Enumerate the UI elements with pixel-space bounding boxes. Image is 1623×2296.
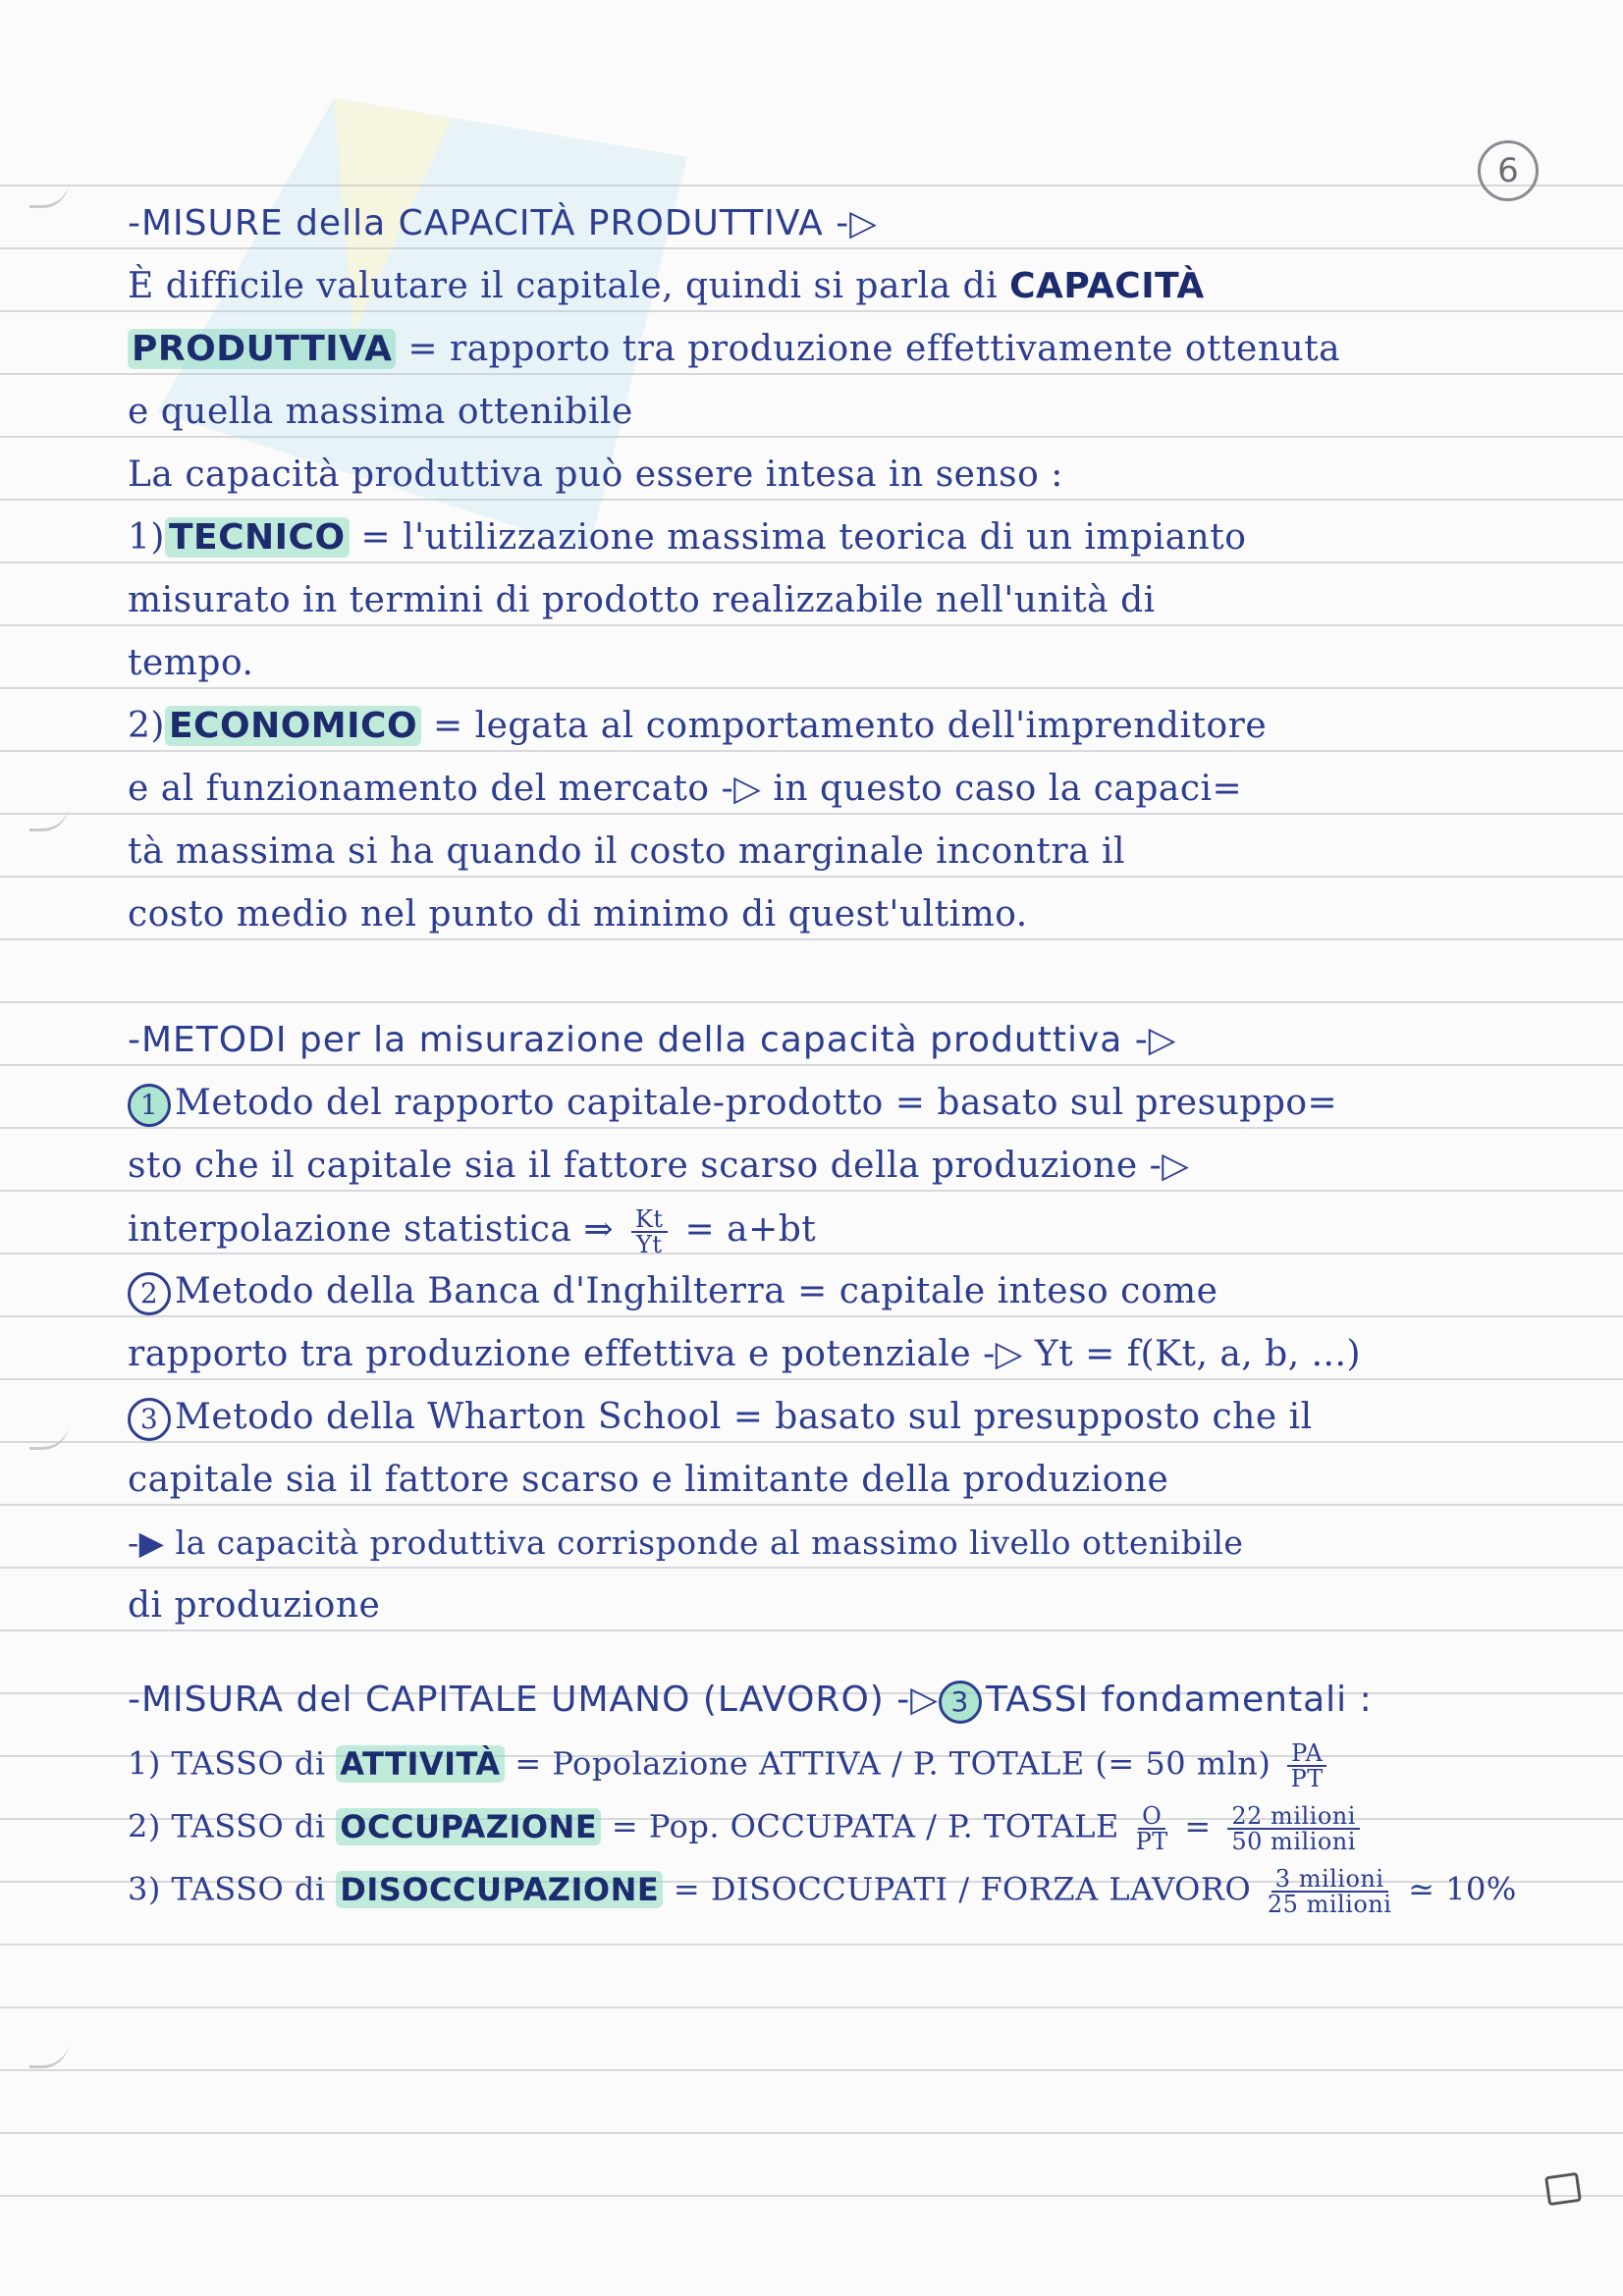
text-span: = rapporto tra produzione effettivamente ottenuta [407, 329, 1341, 369]
ruled-line [0, 499, 1623, 501]
text-span: = l'utilizzazione massima teorica di un impianto [360, 517, 1247, 558]
text-line: e al funzionamento del mercato -▷ in questo caso la capaci= [128, 769, 1243, 809]
text-span: 3) TASSO di [128, 1870, 326, 1908]
text-line: tempo. [128, 643, 254, 683]
fraction-numerator: 3 milioni [1271, 1867, 1388, 1893]
term-disoccupazione: DISOCCUPAZIONE [336, 1871, 663, 1908]
ruled-line [0, 373, 1623, 375]
section-title-methods: -METODI per la misurazione della capacità produttiva -▷ [128, 1020, 1177, 1060]
fraction [1227, 1804, 1360, 1853]
text-line: tà massima si ha quando il costo marginale incontra il [128, 831, 1126, 872]
ruled-line [0, 876, 1623, 878]
text-line [128, 1867, 1564, 1916]
text-line: rapporto tra produzione effettiva e potenziale -▷ Yt = f(Kt, a, b, ...) [128, 1334, 1361, 1374]
page-number: 6 [1478, 140, 1539, 201]
text-span: ≃ 10% [1408, 1870, 1517, 1908]
text-line: di produzione [128, 1585, 381, 1626]
text-line [128, 1207, 1564, 1256]
binder-notch [29, 1423, 69, 1450]
text-span: = DISOCCUPATI / FORZA LAVORO [673, 1870, 1252, 1908]
text-line [128, 1082, 1564, 1127]
binder-notch [29, 805, 69, 831]
ruled-line [0, 624, 1623, 626]
section-title-human-capital [128, 1679, 1564, 1724]
ruled-line [0, 938, 1623, 940]
text-span: = Popolazione ATTIVA / P. TOTALE (= 50 mln) [514, 1744, 1271, 1783]
fraction-denominator: PT [1135, 1828, 1168, 1855]
fraction-denominator: Yt [636, 1231, 663, 1258]
fraction [631, 1207, 668, 1256]
text-line: -▶ la capacità produttiva corrisponde al massimo livello ottenibile [128, 1523, 1244, 1562]
text-span: interpolazione statistica ⇒ [128, 1209, 615, 1250]
ruled-line [0, 1567, 1623, 1569]
term-economico: ECONOMICO [165, 706, 421, 746]
text-span: = Pop. OCCUPATA / P. TOTALE [611, 1807, 1119, 1845]
text-span: -MISURA del CAPITALE UMANO (LAVORO) -▷ [128, 1680, 939, 1720]
text-span: = a+bt [684, 1209, 817, 1250]
term-capacita: CAPACITÀ [1009, 266, 1205, 306]
ruled-line [0, 2006, 1623, 2008]
text-line [128, 265, 1564, 308]
binder-notch [29, 182, 69, 208]
text-span: = legata al comportamento dell'imprenditore [433, 706, 1268, 746]
ruled-line [0, 1441, 1623, 1443]
ruled-line [0, 185, 1623, 187]
text-span: Metodo del rapporto capitale-prodotto = basato sul presuppo= [175, 1083, 1338, 1123]
fraction-numerator: 22 milioni [1227, 1804, 1360, 1830]
text-line: sto che il capitale sia il fattore scarso della produzione -▷ [128, 1146, 1190, 1186]
text-span: Metodo della Banca d'Inghilterra = capitale inteso come [175, 1271, 1218, 1311]
ruled-line [0, 1504, 1623, 1506]
corner-square-icon [1544, 2172, 1582, 2206]
ruled-line [0, 1315, 1623, 1317]
section-title-capacity: -MISURE della CAPACITÀ PRODUTTIVA -▷ [128, 203, 878, 243]
equals-sign: = [1184, 1807, 1212, 1845]
list-number: 2) [128, 706, 165, 746]
fraction-numerator: O [1138, 1804, 1165, 1830]
watermark-shield-icon [39, 39, 727, 589]
text-line [128, 328, 1564, 371]
fraction-denominator: 25 milioni [1267, 1891, 1392, 1918]
term-occupazione: OCCUPAZIONE [336, 1808, 601, 1845]
circled-number: 1 [128, 1084, 171, 1127]
circled-number: 2 [128, 1272, 171, 1315]
fraction [1287, 1741, 1326, 1790]
ruled-line [0, 687, 1623, 689]
circled-number: 3 [939, 1681, 982, 1724]
ruled-line [0, 1944, 1623, 1946]
term-produttiva: PRODUTTIVA [128, 329, 396, 369]
ruled-line [0, 436, 1623, 438]
text-span: Metodo della Wharton School = basato sul presupposto che il [175, 1397, 1313, 1437]
fraction-denominator: PT [1290, 1765, 1324, 1792]
text-line [128, 516, 1564, 560]
binder-notch [29, 2042, 69, 2068]
ruled-line [0, 2069, 1623, 2071]
fraction [1268, 1867, 1392, 1916]
text-line [128, 1270, 1564, 1315]
text-line: misurato in termini di prodotto realizzabile nell'unità di [128, 580, 1156, 620]
ruled-line [0, 310, 1623, 312]
text-span: 1) TASSO di [128, 1744, 326, 1783]
text-line: capitale sia il fattore scarso e limitante della produzione [128, 1460, 1169, 1500]
text-line [128, 1396, 1564, 1441]
circled-number: 3 [128, 1398, 171, 1441]
ruled-line [0, 1378, 1623, 1380]
ruled-line [0, 750, 1623, 752]
text-line [128, 1741, 1564, 1790]
text-span: TASSI fondamentali : [985, 1680, 1373, 1720]
fraction-numerator: PA [1287, 1741, 1326, 1767]
list-number: 1) [128, 517, 165, 558]
text-line: La capacità produttiva può essere intesa in senso : [128, 454, 1063, 495]
fraction-numerator: Kt [631, 1207, 668, 1233]
text-line: costo medio nel punto di minimo di quest'ultimo. [128, 894, 1028, 934]
ruled-line [0, 1064, 1623, 1066]
fraction-denominator: 50 milioni [1231, 1828, 1356, 1855]
ruled-line [0, 2195, 1623, 2197]
term-attivita: ATTIVITÀ [336, 1745, 504, 1783]
text-line: e quella massima ottenibile [128, 392, 633, 432]
ruled-line [0, 247, 1623, 249]
ruled-line [0, 2132, 1623, 2134]
text-span: 2) TASSO di [128, 1807, 326, 1845]
ruled-line [0, 1190, 1623, 1192]
fraction [1136, 1804, 1168, 1853]
text-line [128, 705, 1564, 748]
ruled-line [0, 1629, 1623, 1631]
text-span: È difficile valutare il capitale, quindi si parla di [128, 266, 999, 306]
ruled-line [0, 561, 1623, 563]
ruled-line [0, 1001, 1623, 1003]
term-tecnico: TECNICO [165, 517, 350, 558]
text-line [128, 1804, 1564, 1853]
ruled-line [0, 813, 1623, 815]
ruled-line [0, 1127, 1623, 1129]
